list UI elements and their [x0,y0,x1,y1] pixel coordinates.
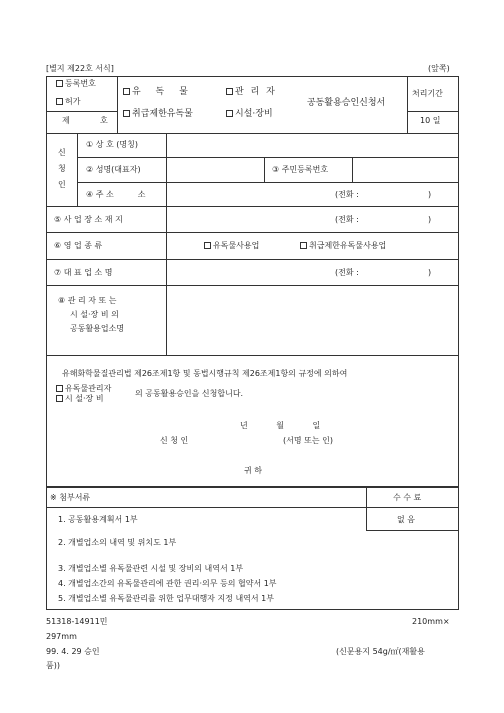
fee-label: 수 수 료 [393,493,422,502]
checkbox-icon[interactable] [123,110,130,117]
checkbox-icon[interactable] [204,242,211,249]
checkbox-icon[interactable] [123,88,130,95]
date-line: 년 월 일 [240,421,321,430]
opt-facility[interactable]: 시설·장비 [226,109,273,119]
sign-note: (서명 또는 인) [283,436,333,445]
site-phone: (전화 : [335,215,359,224]
page-side: (앞쪽) [428,64,450,73]
rep-biz-phone: (전화 : [335,268,359,277]
paper-spec-cont: 품)) [46,661,60,670]
size-line2: 297mm [46,632,77,641]
checkbox-icon[interactable] [56,395,63,402]
form-title: 공동활용승인신청서 [307,98,386,108]
mgr-label-3: 공동활용업소명 [70,324,125,333]
rep-biz-label: ⑦ 대 표 업 소 명 [54,268,113,277]
period-value: 10 일 [420,116,441,125]
addr-label: ④ 주 소 소 [86,190,146,199]
rrn-label: ③ 주민등록번호 [272,165,329,174]
statement-line1: 유해화학물질관리법 제26조제1항 및 동법시행규칙 제26조제1항의 규정에 의하여 [62,369,348,378]
signer-label: 신 청 인 [160,436,189,445]
biz-opt-toxic[interactable]: 유독물사용업 [204,241,259,251]
checkbox-icon[interactable] [226,110,233,117]
biz-label: ⑥ 영 업 종 류 [54,241,103,250]
attachment-item: 1. 공동활용계획서 1부 [58,515,138,524]
ho-label: 호 [100,116,108,125]
approved-date: 99. 4. 29 승인 [46,647,100,656]
applicant-label-3: 인 [58,180,66,189]
stmt-opt-manager[interactable]: 유독물관리자 [56,384,111,394]
applicant-label-1: 신 [58,148,66,157]
mgr-label-1: ⑧ 관 리 자 또 는 [58,296,117,305]
attachment-item: 5. 개별업소별 유독물관리를 위한 업무대행자 지정 내역서 1부 [58,594,274,603]
mgr-label-2: 시 설·장 비 의 [70,310,119,319]
attachment-item: 2. 개별업소의 내역 및 위치도 1부 [58,538,177,547]
attachments-title: ※ 첨부서류 [50,493,91,502]
opt-manager[interactable]: 관 리 자 [226,87,277,97]
period-label: 처리기간 [412,89,443,98]
attachment-item: 3. 개별업소별 유독물관련 시설 및 장비의 내역서 1부 [58,564,244,573]
name-label: ① 상 호 (명칭) [86,140,138,149]
fee-value: 없 음 [397,515,415,524]
checkbox-icon[interactable] [300,242,307,249]
checkbox-icon[interactable] [56,80,63,87]
opt-toxic[interactable]: 유 독 물 [123,87,194,97]
site-close: ) [428,215,432,224]
rep-label: ② 성명(대표자) [86,165,141,174]
statement-line2: 의 공동활용승인을 신청합니다. [135,389,244,398]
reg-no-option[interactable]: 등록번호 [56,79,96,89]
addressee: 귀 하 [244,466,262,475]
opt-restricted[interactable]: 취급제한유독물 [123,109,193,119]
form-code: 51318-14911민 [46,617,108,626]
permit-option[interactable]: 허가 [56,97,80,107]
stmt-opt-facility[interactable]: 시 설·장 비 [56,394,104,404]
applicant-label-2: 청 [58,164,66,173]
form-number: [별지 제22호 서식] [46,64,114,73]
size-line1: 210mm× [412,617,450,626]
attachment-item: 4. 개별업소간의 유독물관리에 관한 권리·의무 등의 협약서 1부 [58,579,277,588]
checkbox-icon[interactable] [226,88,233,95]
addr-close: ) [428,190,432,199]
checkbox-icon[interactable] [56,98,63,105]
site-label: ⑤ 사 업 장 소 재 지 [54,215,123,224]
addr-phone: (전화 : [335,190,359,199]
checkbox-icon[interactable] [56,385,63,392]
rep-biz-close: ) [428,268,432,277]
paper-spec: (신문용지 54g/㎡(재활용 [336,647,425,656]
biz-opt-restricted[interactable]: 취급제한유독물사용업 [300,241,386,251]
je-label: 제 [62,116,70,125]
attachments-box [46,487,459,610]
